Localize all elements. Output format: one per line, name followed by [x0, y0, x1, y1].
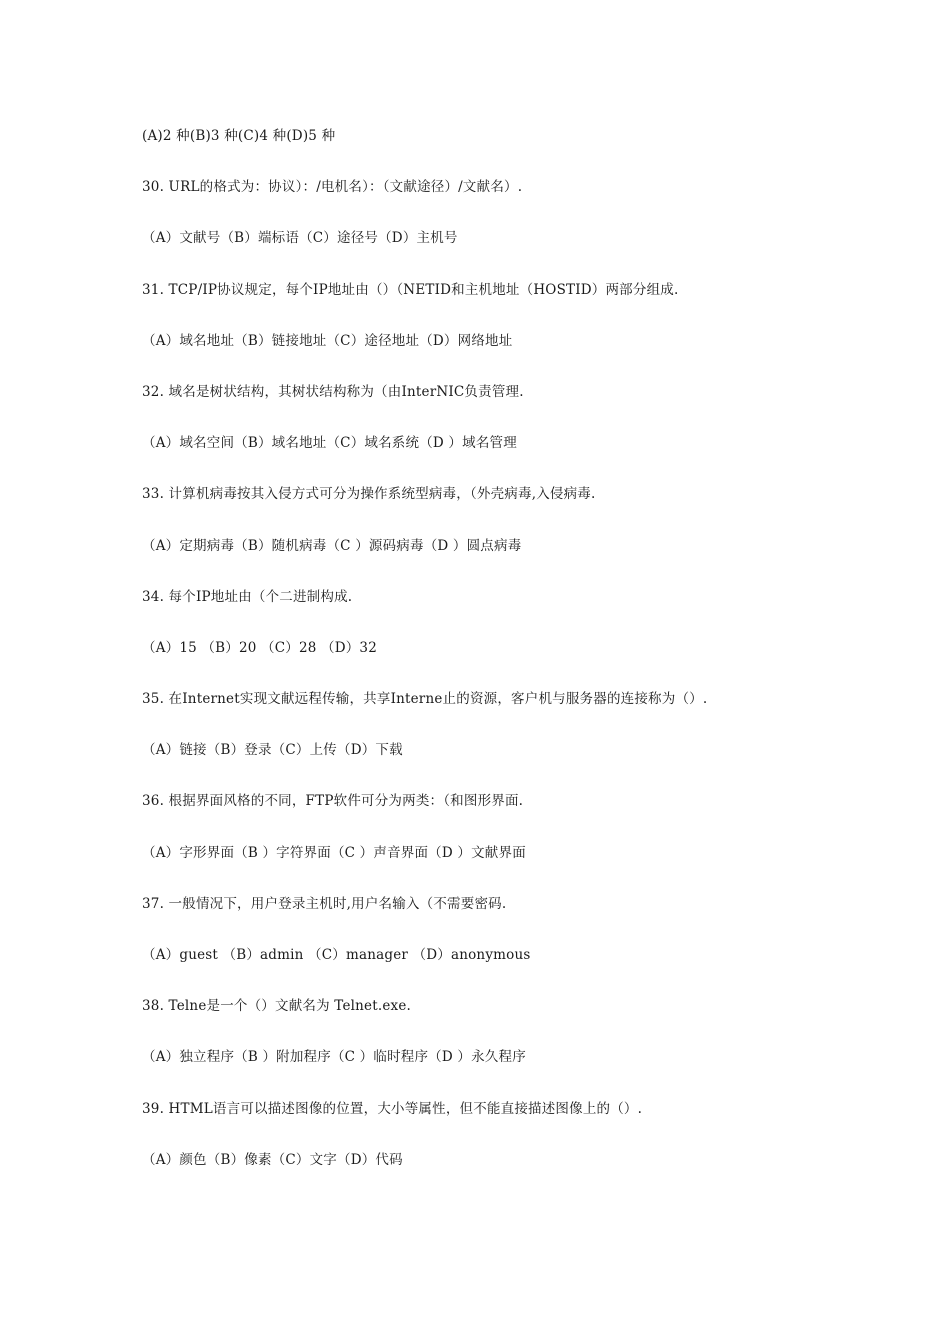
- answer-options-36: （A）字形界面（B ）字符界面（C ）声音界面（D ）文献界面: [142, 844, 526, 861]
- answer-options-38: （A）独立程序（B ）附加程序（C ）临时程序（D ）永久程序: [142, 1049, 526, 1066]
- question-33: 33. 计算机病毒按其入侵方式可分为操作系统型病毒，（外壳病毒,入侵病毒.: [142, 486, 596, 503]
- answer-options-32: （A）域名空间（B）域名地址（C）域名系统（D ）域名管理: [142, 435, 517, 452]
- question-34: 34. 每个IP地址由（个二进制构成.: [142, 588, 353, 605]
- answer-options-30: （A）文献号（B）端标语（C）途径号（D）主机号: [142, 230, 458, 247]
- answer-options-39: （A）颜色（B）像素（C）文字（D）代码: [142, 1151, 403, 1168]
- question-35: 35. 在Internet实现文献远程传输，共享Interne止的资源，客户机与服务器的连接称为（）.: [142, 691, 708, 708]
- question-38: 38. Telne是一个（）文献名为 Telnet.exe.: [142, 998, 412, 1015]
- question-37: 37. 一般情况下，用户登录主机时,用户名输入（不需要密码.: [142, 895, 507, 912]
- answer-options-31: （A）域名地址（B）链接地址（C）途径地址（D）网络地址: [142, 332, 513, 349]
- answer-options-33: （A）定期病毒（B）随机病毒（C ）源码病毒（D ）圆点病毒: [142, 537, 522, 554]
- question-31: 31. TCP/IP协议规定，每个IP地址由（）（NETID和主机地址（HOSTID）两部分组成.: [142, 281, 679, 298]
- question-36: 36. 根据界面风格的不同，FTP软件可分为两类：（和图形界面.: [142, 793, 524, 810]
- answer-options-34: （A）15 （B）20 （C）28 （D）32: [142, 639, 378, 656]
- question-39: 39. HTML语言可以描述图像的位置，大小等属性，但不能直接描述图像上的（）.: [142, 1100, 643, 1117]
- answer-options-35: （A）链接（B）登录（C）上传（D）下载: [142, 742, 403, 759]
- answer-options-37: （A）guest （B）admin （C）manager （D）anonymous: [142, 947, 531, 963]
- question-30: 30. URL的格式为：协议）：/电机名）：（文献途径）/文献名）.: [142, 179, 523, 196]
- document-body: [142, 126, 822, 1201]
- answer-options-29: (A)2 种(B)3 种(C)4 种(D)5 种: [142, 128, 336, 144]
- question-32: 32. 域名是树状结构，其树状结构称为（由InterNIC负责管理.: [142, 383, 524, 400]
